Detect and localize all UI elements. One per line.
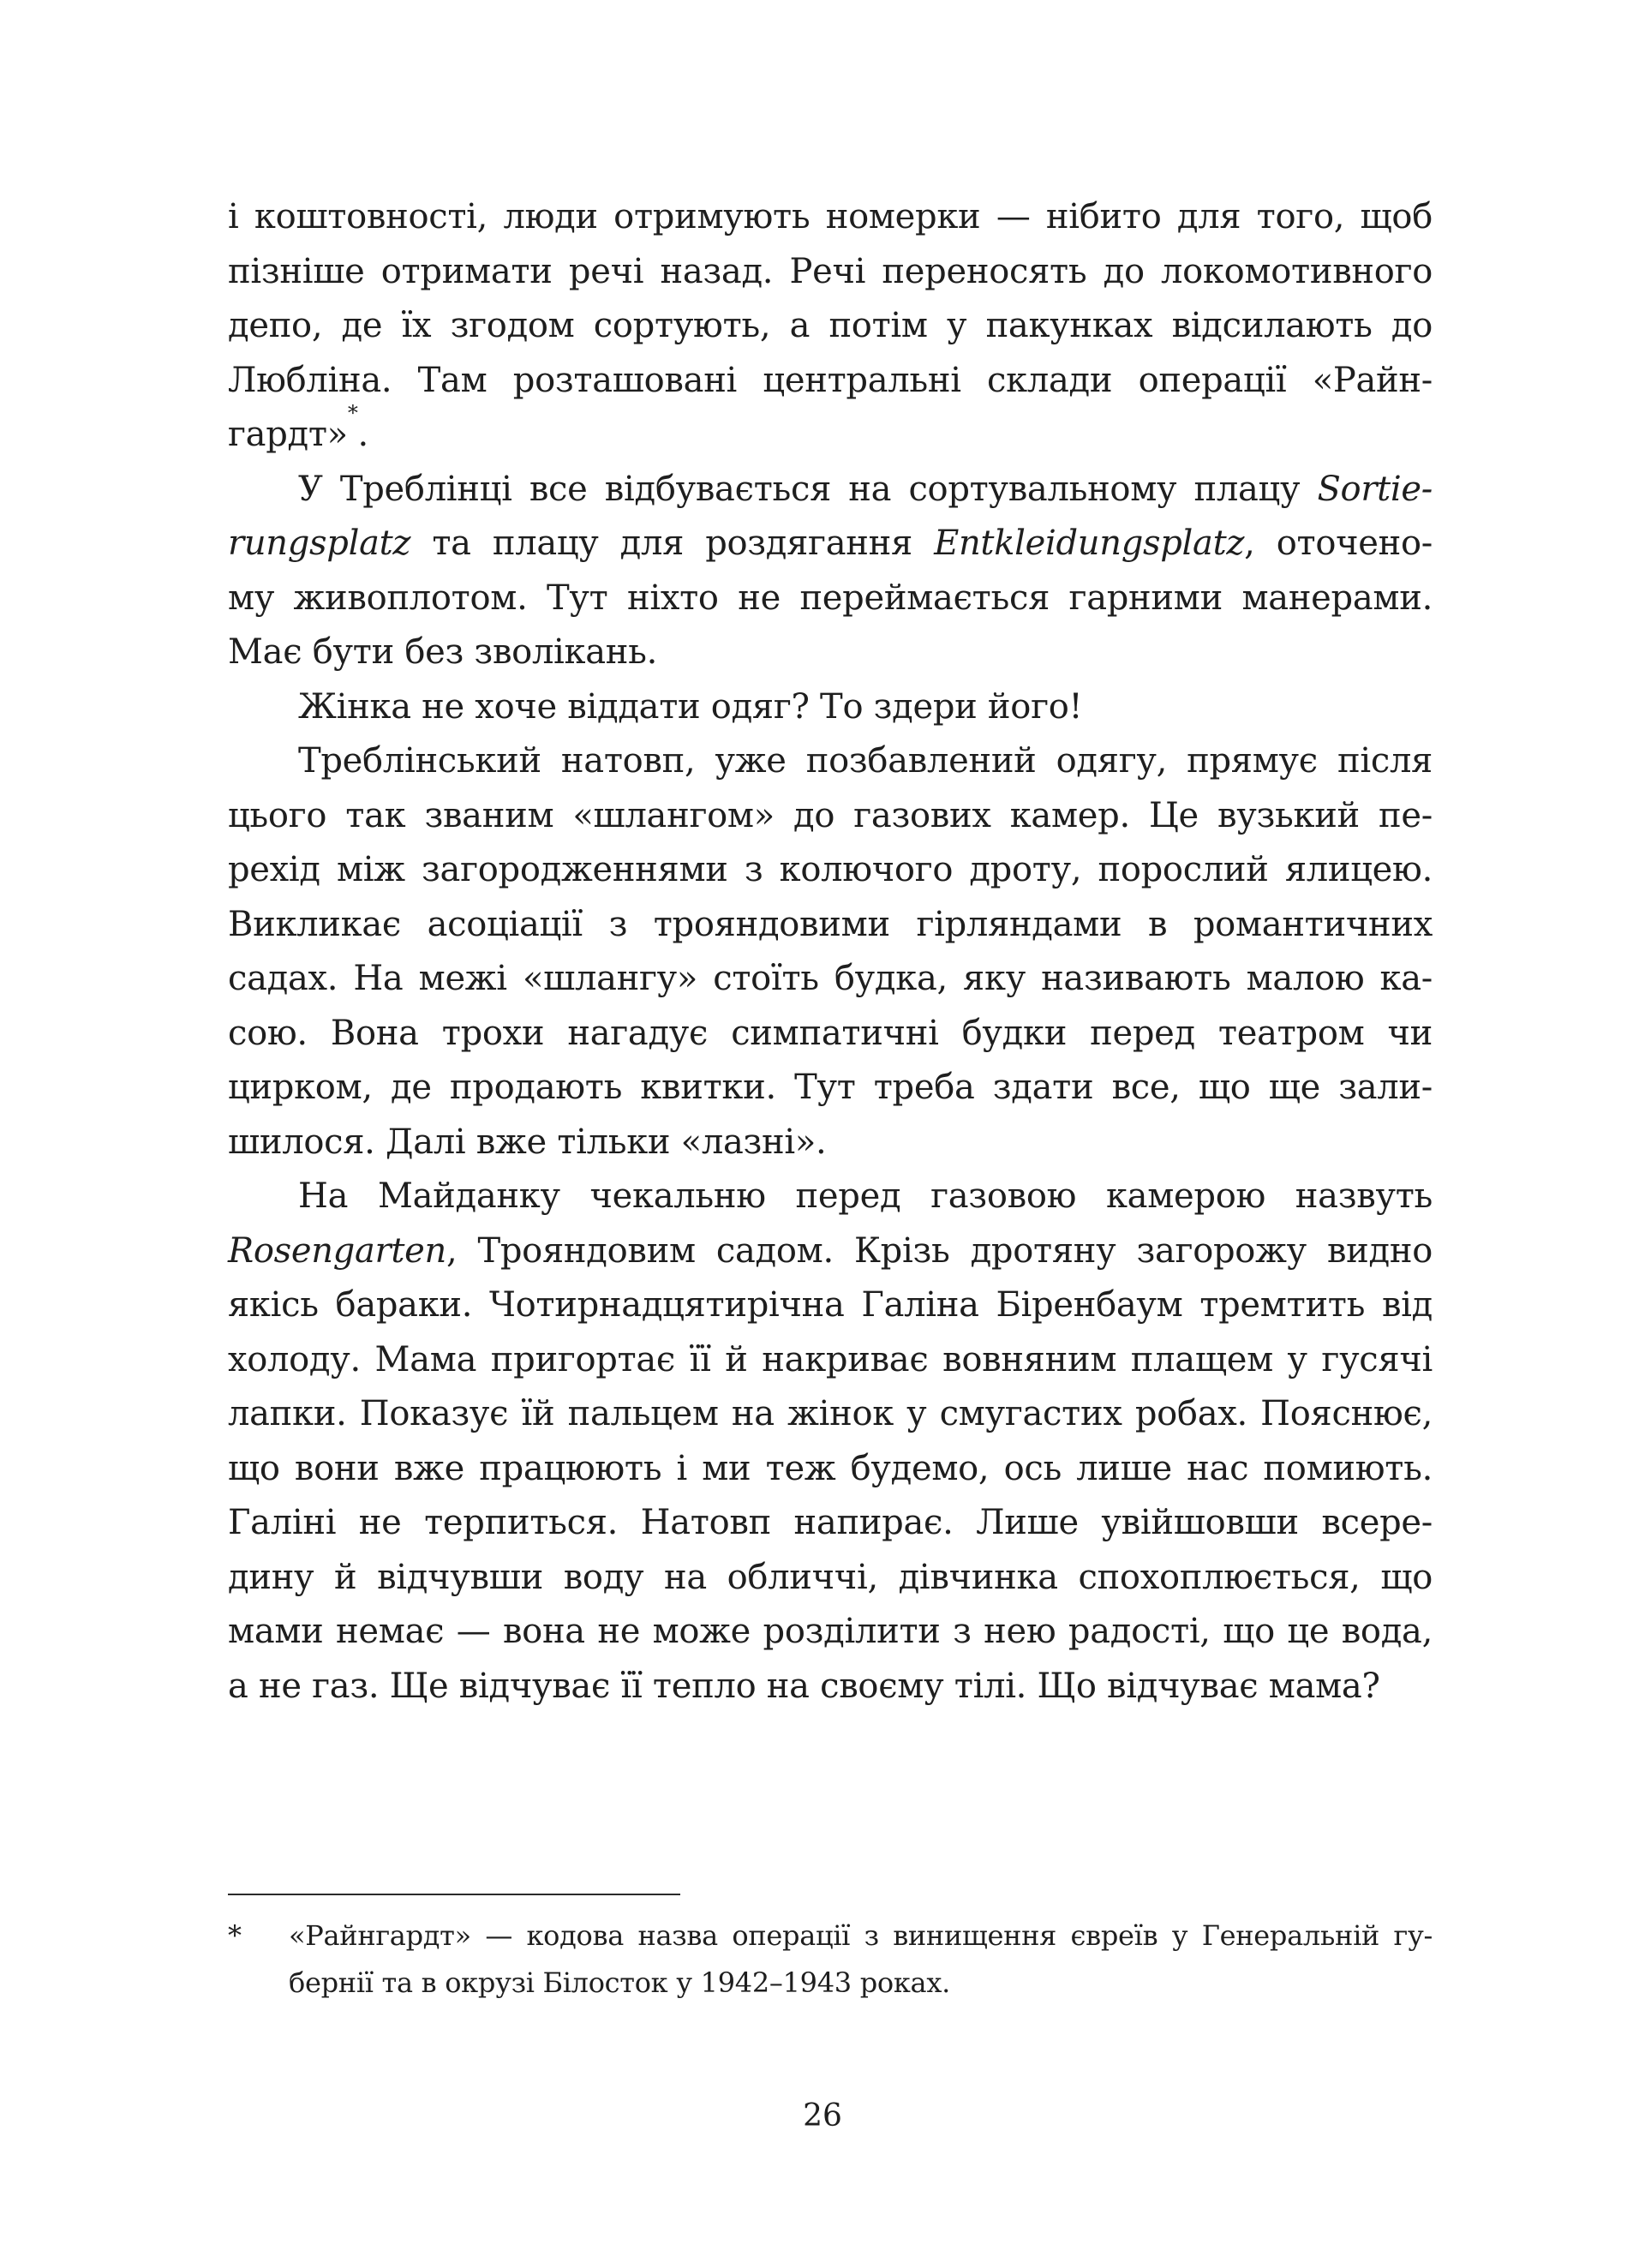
text-segment: гардт» <box>228 415 348 454</box>
text-line: цього так званим «шлангом» до газових камер. Це вузький пе- <box>228 795 1433 835</box>
text-line: а не газ. Ще відчуває її тепло на своєму тілі. Що відчуває мама? <box>228 1666 1380 1706</box>
footnote-text <box>289 1912 1433 2007</box>
text-line: мами немає — вона не може розділити з нею радості, що це вода, <box>228 1612 1433 1651</box>
text-line: Має бути без зволікань. <box>228 632 658 672</box>
text-line: лапки. Показує їй пальцем на жінок у смугастих робах. Пояснює, <box>228 1394 1433 1433</box>
text-line: Любліна. Там розташовані центральні склади операції «Райн- <box>228 360 1433 400</box>
italic-term: Rosengarten <box>228 1230 446 1271</box>
text-segment: . <box>357 415 368 454</box>
footnote-marker: * <box>228 1919 242 1952</box>
text-line <box>228 463 1433 518</box>
italic-term: rungsplatz <box>228 524 411 563</box>
text-line <box>228 1224 1433 1279</box>
text-line: Жінка не хоче віддати одяг? То здери його! <box>298 686 1083 727</box>
footnote <box>228 1912 1433 2007</box>
text-line: Треблінський натовп, уже позбавлений одягу, прямує після <box>298 741 1433 781</box>
text-segment: та плацу для роздягання <box>410 524 935 563</box>
text-line: що вони вже працюють і ми теж будемо, ось лише нас помиють. <box>228 1448 1433 1488</box>
text-line: садах. На межі «шлангу» стоїть будка, яку називають малою ка- <box>228 959 1433 998</box>
text-line: депо, де їх згодом сортують, а потім у пакунках відсилають до <box>228 306 1433 345</box>
footnote-reference: * <box>347 401 358 425</box>
text-line: сою. Вона трохи нагадує симпатичні будки перед театром чи <box>228 1013 1433 1053</box>
body-text <box>228 190 1433 1714</box>
italic-term: Entkleidungsplatz <box>934 524 1245 563</box>
text-line: пізніше отримати речі назад. Речі переносять до локомотивного <box>228 251 1433 291</box>
footnote-separator <box>228 1894 680 1895</box>
text-line: дину й відчувши воду на обличчі, дівчинка спохоплюється, що <box>228 1557 1433 1597</box>
text-line <box>228 401 1433 463</box>
text-line: му живоплотом. Тут ніхто не переймається гарними манерами. <box>228 577 1433 618</box>
text-line: і коштовності, люди отримують номерки — нібито для того, щоб <box>228 197 1433 236</box>
footnote-line: «Райнгардт» — кодова назва операції з винищення євреїв у Генеральній гу- <box>289 1919 1433 1952</box>
text-segment: , оточено- <box>1244 524 1433 563</box>
text-line: цирком, де продають квитки. Тут треба здати все, що ще зали- <box>228 1068 1433 1107</box>
text-line: На Майданку чекальню перед газовою камерою назвуть <box>298 1176 1433 1216</box>
text-line: Галіні не терпиться. Натовп напирає. Лише увійшовши всере- <box>228 1503 1433 1542</box>
text-line: якісь бараки. Чотирнадцятирічна Галіна Біренбаум тремтить від <box>228 1285 1433 1325</box>
text-line <box>228 517 1433 571</box>
text-segment: У Треблінці все відбувається на сортувальному плацу <box>298 469 1318 509</box>
text-line: рехід між загородженнями з колючого дроту, порослий ялицею. <box>228 850 1433 889</box>
text-line: холоду. Мама пригортає її й накриває вовняним плащем у гусячі <box>228 1339 1433 1379</box>
text-line: шилося. Далі вже тільки «лазні». <box>228 1122 827 1162</box>
text-segment: , Трояндовим садом. Крізь дротяну загорожу видно <box>446 1230 1433 1271</box>
text-line: Викликає асоціації з трояндовими гірляндами в романтичних <box>228 904 1433 944</box>
footnote-line: бернії та в окрузі Білосток у 1942–1943 роках. <box>289 1966 950 1999</box>
italic-term: Sortie- <box>1317 469 1433 509</box>
page-number: 26 <box>803 2098 842 2133</box>
